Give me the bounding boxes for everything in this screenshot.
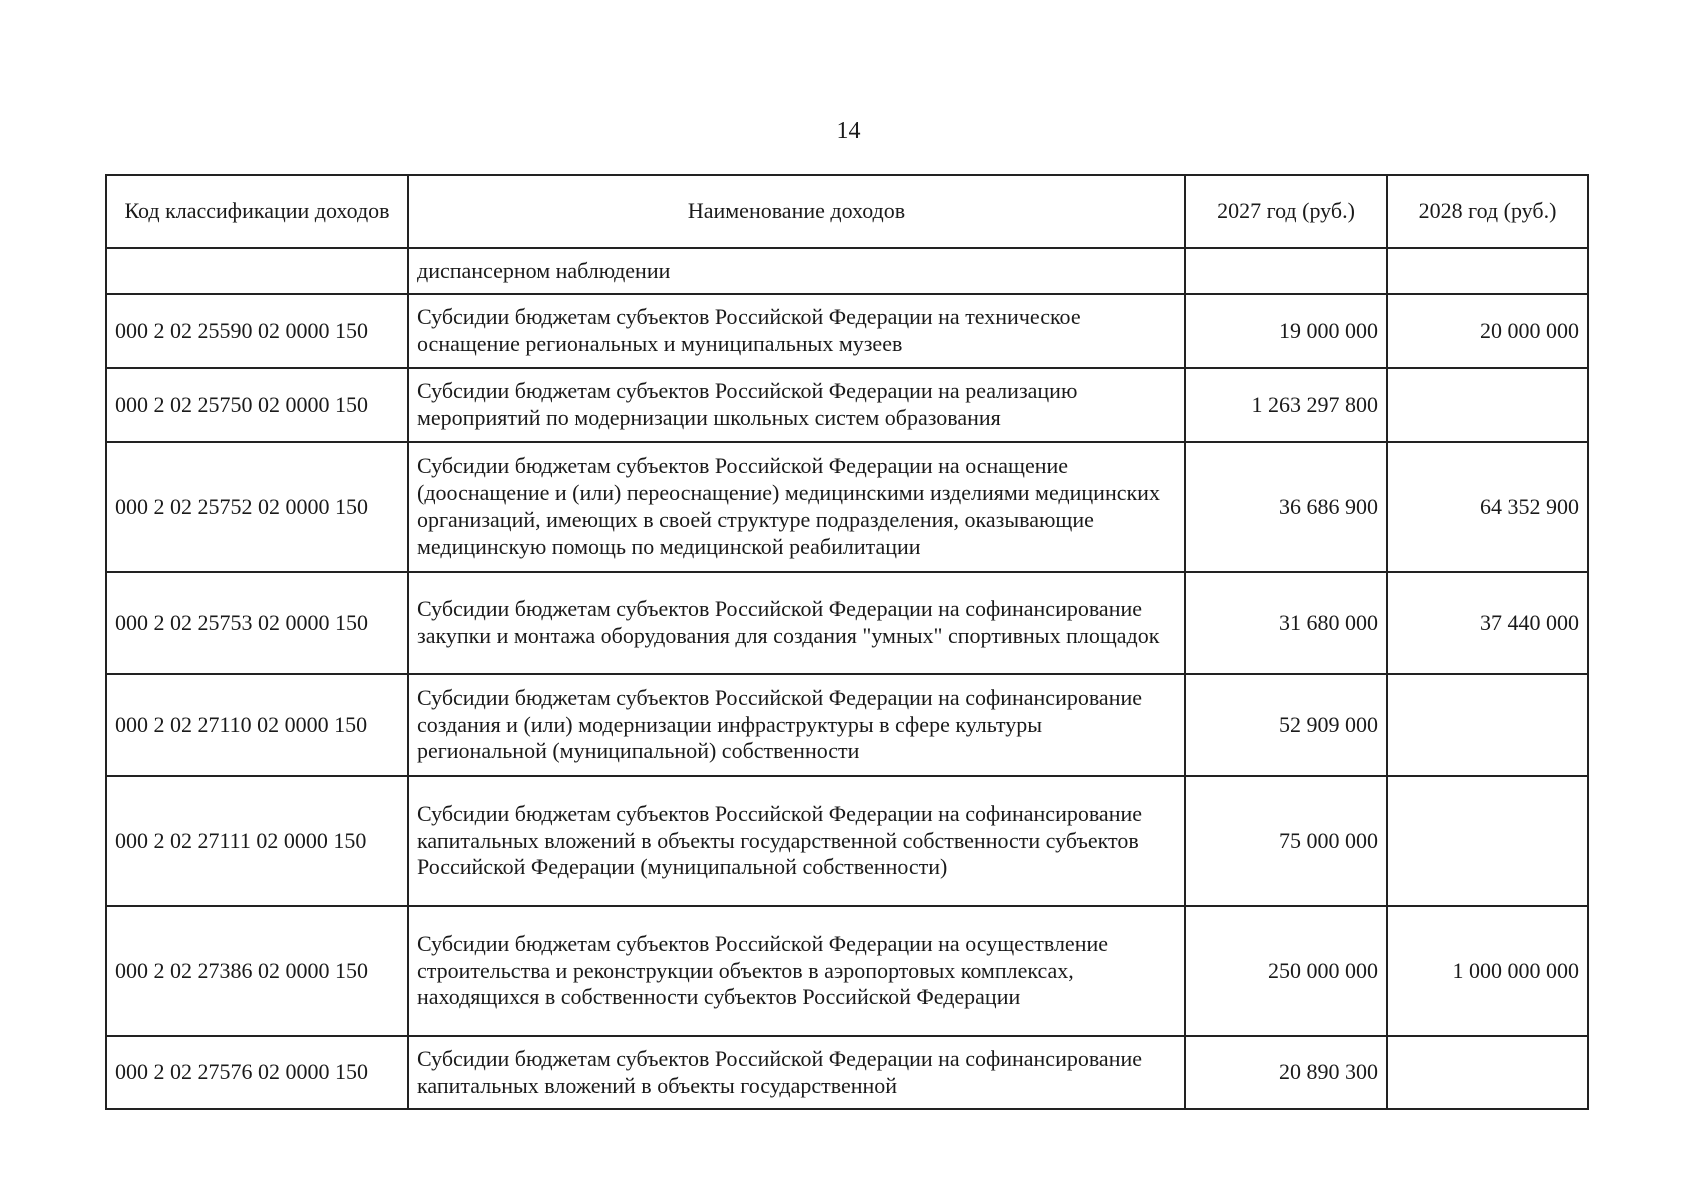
revenue-name: Субсидии бюджетам субъектов Российской Федерации на техническое оснащение региональных и муниципальных музеев — [408, 294, 1185, 368]
table-row — [106, 294, 1588, 368]
revenue-table — [105, 174, 1589, 1110]
amount-2027: 20 890 300 — [1185, 1036, 1387, 1109]
revenue-name: Субсидии бюджетам субъектов Российской Федерации на софинансирование закупки и монтажа оборудования для создания "умных" спортивных площадок — [408, 572, 1185, 674]
header-name: Наименование доходов — [408, 175, 1185, 248]
amount-2028: 64 352 900 — [1387, 442, 1588, 572]
table-row — [106, 368, 1588, 442]
amount-2027: 19 000 000 — [1185, 294, 1387, 368]
revenue-code — [106, 248, 408, 294]
table-row — [106, 776, 1588, 906]
revenue-code: 000 2 02 27110 02 0000 150 — [106, 674, 408, 776]
revenue-code: 000 2 02 25590 02 0000 150 — [106, 294, 408, 368]
header-2027: 2027 год (руб.) — [1185, 175, 1387, 248]
amount-2027: 1 263 297 800 — [1185, 368, 1387, 442]
revenue-name: Субсидии бюджетам субъектов Российской Федерации на оснащение (дооснащение и (или) переоснащение) медицинскими изделиями медицинских организаций, имеющих в своей структуре подразделения, оказывающие медицинскую помощь по медицинской реабилитации — [408, 442, 1185, 572]
amount-2028 — [1387, 1036, 1588, 1109]
revenue-code: 000 2 02 27386 02 0000 150 — [106, 906, 408, 1036]
table-row — [106, 248, 1588, 294]
table-header-row — [106, 175, 1588, 248]
table-row — [106, 442, 1588, 572]
revenue-name: Субсидии бюджетам субъектов Российской Федерации на софинансирование создания и (или) модернизации инфраструктуры в сфере культуры региональной (муниципальной) собственности — [408, 674, 1185, 776]
amount-2027: 31 680 000 — [1185, 572, 1387, 674]
revenue-name: диспансерном наблюдении — [408, 248, 1185, 294]
revenue-name: Субсидии бюджетам субъектов Российской Федерации на осуществление строительства и реконструкции объектов в аэропортовых комплексах, находящихся в собственности субъектов Российской Федерации — [408, 906, 1185, 1036]
amount-2028 — [1387, 248, 1588, 294]
revenue-name: Субсидии бюджетам субъектов Российской Федерации на софинансирование капитальных вложений в объекты государственной собственности субъектов Российской Федерации (муниципальной собственности) — [408, 776, 1185, 906]
amount-2027 — [1185, 248, 1387, 294]
amount-2027: 75 000 000 — [1185, 776, 1387, 906]
header-code: Код классификации доходов — [106, 175, 408, 248]
amount-2028 — [1387, 368, 1588, 442]
header-2028: 2028 год (руб.) — [1387, 175, 1588, 248]
amount-2028 — [1387, 776, 1588, 906]
revenue-code: 000 2 02 25752 02 0000 150 — [106, 442, 408, 572]
amount-2028: 1 000 000 000 — [1387, 906, 1588, 1036]
table-row — [106, 674, 1588, 776]
amount-2027: 52 909 000 — [1185, 674, 1387, 776]
revenue-code: 000 2 02 27576 02 0000 150 — [106, 1036, 408, 1109]
table-row — [106, 906, 1588, 1036]
amount-2028: 20 000 000 — [1387, 294, 1588, 368]
amount-2028: 37 440 000 — [1387, 572, 1588, 674]
revenue-name: Субсидии бюджетам субъектов Российской Федерации на софинансирование капитальных вложений в объекты государственной — [408, 1036, 1185, 1109]
revenue-code: 000 2 02 27111 02 0000 150 — [106, 776, 408, 906]
table-row — [106, 1036, 1588, 1109]
revenue-code: 000 2 02 25750 02 0000 150 — [106, 368, 408, 442]
amount-2027: 36 686 900 — [1185, 442, 1387, 572]
table-row — [106, 572, 1588, 674]
amount-2028 — [1387, 674, 1588, 776]
revenue-name: Субсидии бюджетам субъектов Российской Федерации на реализацию мероприятий по модернизации школьных систем образования — [408, 368, 1185, 442]
amount-2027: 250 000 000 — [1185, 906, 1387, 1036]
page-number: 14 — [836, 118, 861, 144]
revenue-code: 000 2 02 25753 02 0000 150 — [106, 572, 408, 674]
